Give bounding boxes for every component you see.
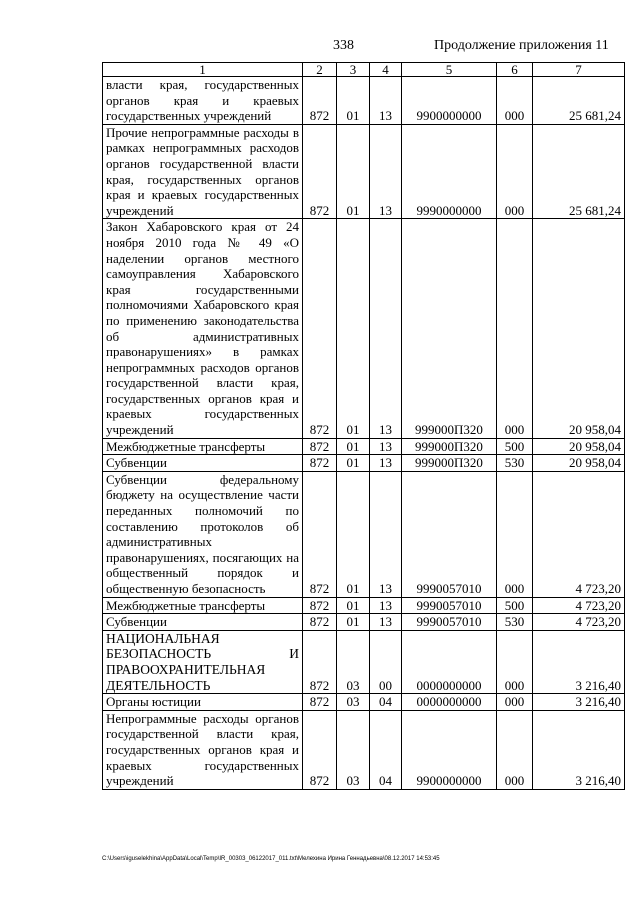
page-number: 338 — [333, 38, 354, 53]
subsection-code: 13 — [370, 471, 402, 597]
section-code: 03 — [337, 630, 370, 693]
subsection-code: 13 — [370, 438, 402, 455]
amount: 4 723,20 — [533, 471, 625, 597]
table-row — [103, 471, 625, 597]
table-row — [103, 694, 625, 711]
expense-type-code: 500 — [497, 438, 533, 455]
expense-type-code: 530 — [497, 614, 533, 631]
amount: 25 681,24 — [533, 124, 625, 219]
table-row — [103, 77, 625, 125]
expense-type-code: 000 — [497, 124, 533, 219]
budget-table — [102, 62, 625, 790]
column-number: 5 — [402, 63, 497, 77]
ministry-code: 872 — [303, 710, 337, 789]
section-code: 01 — [337, 438, 370, 455]
section-code: 03 — [337, 694, 370, 711]
subsection-code: 13 — [370, 77, 402, 125]
target-item-code: 9990000000 — [402, 124, 497, 219]
target-item-code: 9990057010 — [402, 614, 497, 631]
column-number: 1 — [103, 63, 303, 77]
expense-name: Прочие непрограммные расходы в рамках непрограммных расходов органов государственной власти края, государственных органов края и краевых государственных учреждений — [103, 124, 303, 219]
expense-name: Органы юстиции — [103, 694, 303, 711]
ministry-code: 872 — [303, 77, 337, 125]
target-item-code: 9990057010 — [402, 597, 497, 614]
expense-name: НАЦИОНАЛЬНАЯ БЕЗОПАСНОСТЬ И ПРАВООХРАНИТЕЛЬНАЯ ДЕЯТЕЛЬНОСТЬ — [103, 630, 303, 693]
subsection-code: 13 — [370, 597, 402, 614]
target-item-code: 9900000000 — [402, 77, 497, 125]
expense-name: Субвенции — [103, 455, 303, 472]
column-number: 3 — [337, 63, 370, 77]
subsection-code: 04 — [370, 710, 402, 789]
ministry-code: 872 — [303, 438, 337, 455]
table-row — [103, 597, 625, 614]
section-code: 01 — [337, 124, 370, 219]
section-code: 03 — [337, 710, 370, 789]
column-number: 7 — [533, 63, 625, 77]
amount: 25 681,24 — [533, 77, 625, 125]
ministry-code: 872 — [303, 630, 337, 693]
expense-name: Межбюджетные трансферты — [103, 438, 303, 455]
amount: 20 958,04 — [533, 455, 625, 472]
amount: 4 723,20 — [533, 597, 625, 614]
amount: 4 723,20 — [533, 614, 625, 631]
column-number-row — [103, 63, 625, 77]
expense-type-code: 000 — [497, 710, 533, 789]
target-item-code: 0000000000 — [402, 630, 497, 693]
section-code: 01 — [337, 77, 370, 125]
table-row — [103, 455, 625, 472]
expense-name: Закон Хабаровского края от 24 ноября 2010 года № 49 «О наделении органов местного самоуправления Хабаровского края государственными полномочиями Хабаровского края по применению законодательства об административных правонарушениях» в рамках непрограммных расходов органов государственной власти края, государственных органов края и краевых государственных учреждений — [103, 219, 303, 438]
section-code: 01 — [337, 219, 370, 438]
ministry-code: 872 — [303, 597, 337, 614]
expense-type-code: 530 — [497, 455, 533, 472]
expense-type-code: 500 — [497, 597, 533, 614]
subsection-code: 13 — [370, 219, 402, 438]
expense-type-code: 000 — [497, 471, 533, 597]
subsection-code: 00 — [370, 630, 402, 693]
subsection-code: 04 — [370, 694, 402, 711]
subsection-code: 13 — [370, 124, 402, 219]
target-item-code: 9990057010 — [402, 471, 497, 597]
table-row — [103, 124, 625, 219]
expense-name: Непрограммные расходы органов государственной власти края, государственных органов края и краевых государственных учреждений — [103, 710, 303, 789]
file-path-footer: C:\Users\iguselekhina\AppData\Local\Temp\IR_00303_06122017_011.txt\Мелехина Ирина Геннадьевна\08.12.2017 14:53:45 — [102, 856, 440, 862]
section-code: 01 — [337, 455, 370, 472]
ministry-code: 872 — [303, 471, 337, 597]
table-row — [103, 614, 625, 631]
column-number: 2 — [303, 63, 337, 77]
expense-type-code: 000 — [497, 694, 533, 711]
target-item-code: 999000П320 — [402, 219, 497, 438]
expense-name: Субвенции федеральному бюджету на осуществление части переданных полномочий по составлению протоколов об административных правонарушениях, посягающих на общественный порядок и общественную безопасность — [103, 471, 303, 597]
section-code: 01 — [337, 597, 370, 614]
expense-name: Субвенции — [103, 614, 303, 631]
subsection-code: 13 — [370, 614, 402, 631]
ministry-code: 872 — [303, 614, 337, 631]
target-item-code: 999000П320 — [402, 438, 497, 455]
ministry-code: 872 — [303, 124, 337, 219]
expense-name: Межбюджетные трансферты — [103, 597, 303, 614]
amount: 3 216,40 — [533, 694, 625, 711]
amount: 3 216,40 — [533, 630, 625, 693]
ministry-code: 872 — [303, 219, 337, 438]
expense-type-code: 000 — [497, 77, 533, 125]
target-item-code: 0000000000 — [402, 694, 497, 711]
expense-type-code: 000 — [497, 219, 533, 438]
section-code: 01 — [337, 614, 370, 631]
ministry-code: 872 — [303, 455, 337, 472]
expense-name: власти края, государственных органов края и краевых государственных учреждений — [103, 77, 303, 125]
column-number: 4 — [370, 63, 402, 77]
amount: 3 216,40 — [533, 710, 625, 789]
target-item-code: 999000П320 — [402, 455, 497, 472]
section-code: 01 — [337, 471, 370, 597]
amount: 20 958,04 — [533, 219, 625, 438]
column-number: 6 — [497, 63, 533, 77]
table-row — [103, 219, 625, 438]
target-item-code: 9900000000 — [402, 710, 497, 789]
amount: 20 958,04 — [533, 438, 625, 455]
table-row — [103, 710, 625, 789]
ministry-code: 872 — [303, 694, 337, 711]
table-row — [103, 438, 625, 455]
appendix-continuation-note: Продолжение приложения 11 — [434, 38, 609, 53]
expense-type-code: 000 — [497, 630, 533, 693]
table-row — [103, 630, 625, 693]
subsection-code: 13 — [370, 455, 402, 472]
